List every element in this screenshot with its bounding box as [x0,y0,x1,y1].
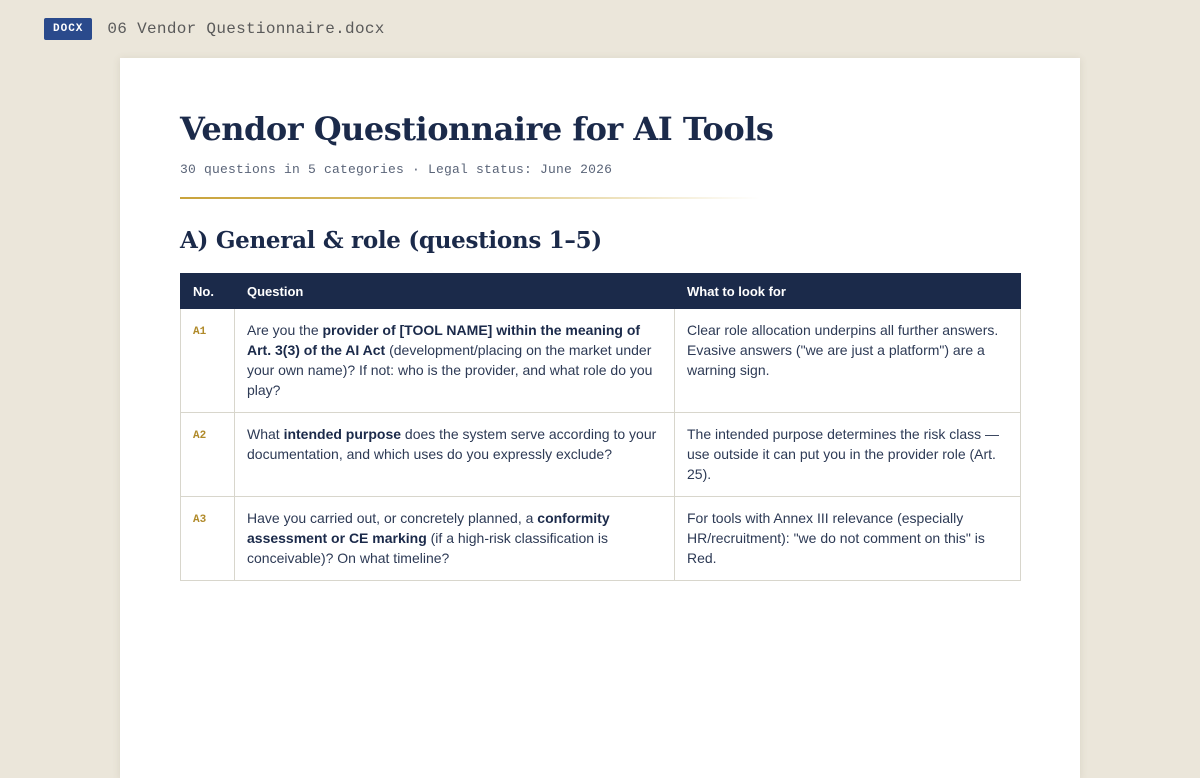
file-type-badge: DOCX [44,18,92,40]
question-cell [235,413,675,497]
table-row [181,497,1021,581]
question-cell [235,497,675,581]
section-title: A) General & role (questions 1–5) [180,227,602,254]
question-text: does the system serve according to your documentation, and which uses do you expressly exclude? [247,426,657,462]
column-header-no: No. [181,274,235,309]
question-emphasis: intended purpose [283,426,402,442]
table-row [181,309,1021,413]
question-number: A3 [181,497,235,581]
table-header-row [181,274,1021,309]
question-text: Have you carried out, or concretely planned, a [247,510,538,526]
file-header [44,18,385,40]
question-text: What [247,426,284,442]
question-text: (development/placing on the market under your own name)? If not: who is the provider, and what role do you play? [247,342,653,398]
look-for-cell: The intended purpose determines the risk class — use outside it can put you in the provider role (Art. 25). [675,413,1021,497]
question-emphasis: provider of [TOOL NAME] within the meaning of Art. 3(3) of the AI Act [247,322,641,358]
question-cell [235,309,675,413]
document-content [180,108,1020,581]
column-header-what-to-look-for: What to look for [675,274,1021,309]
document-page [120,58,1080,778]
question-number: A2 [181,413,235,497]
document-title: Vendor Questionnaire for AI Tools [180,110,774,148]
title-divider [180,197,760,199]
question-text: Are you the [247,322,323,338]
file-name: 06 Vendor Questionnaire.docx [107,20,385,38]
look-for-cell: For tools with Annex III relevance (especially HR/recruitment): "we do not comment on this" is Red. [675,497,1021,581]
questions-table [180,273,1021,581]
question-text: (if a high-risk classification is conceivable)? On what timeline? [247,530,609,566]
column-header-question: Question [235,274,675,309]
table-row [181,413,1021,497]
question-number: A1 [181,309,235,413]
question-emphasis: conformity assessment or CE marking [247,510,610,546]
document-subtitle: 30 questions in 5 categories · Legal status: June 2026 [180,162,613,177]
look-for-cell: Clear role allocation underpins all further answers. Evasive answers ("we are just a platform") are a warning sign. [675,309,1021,413]
